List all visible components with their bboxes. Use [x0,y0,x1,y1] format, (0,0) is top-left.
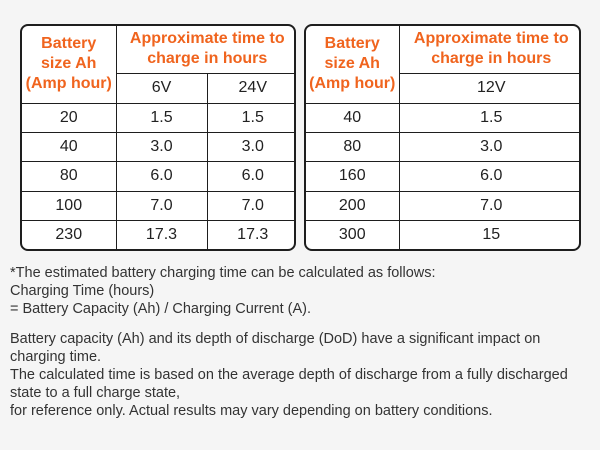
battery-size-header: Battery size Ah (Amp hour) [22,26,116,103]
time-12v-cell: 1.5 [399,103,581,132]
table-row [22,162,296,191]
time-24v-cell: 17.3 [207,220,296,249]
formula-intro: *The estimated battery charging time can be calculated as follows: [10,265,436,281]
time-6v-cell: 1.5 [116,103,207,132]
table-row [306,191,581,220]
battery-size-cell: 160 [306,162,399,191]
time-12v-cell: 3.0 [399,132,581,161]
battery-size-cell: 300 [306,220,399,249]
battery-size-cell: 200 [306,191,399,220]
battery-size-cell: 20 [22,103,116,132]
table-row [22,103,296,132]
time-6v-cell: 17.3 [116,220,207,249]
formula-lhs: Charging Time (hours) [10,283,155,299]
table-row [22,220,296,249]
battery-size-cell: 40 [306,103,399,132]
table-row [306,132,581,161]
time-6v-cell: 7.0 [116,191,207,220]
formula-rhs: = Battery Capacity (Ah) / Charging Current (A). [10,301,311,317]
time-24v-cell: 7.0 [207,191,296,220]
battery-size-cell: 80 [306,132,399,161]
charge-time-header: Approximate time to charge in hours [116,26,296,73]
battery-size-cell: 100 [22,191,116,220]
voltage-24v-header: 24V [207,73,296,103]
charging-notes [10,264,595,420]
voltage-12v-header: 12V [399,73,581,103]
table-row [306,220,581,249]
time-24v-cell: 3.0 [207,132,296,161]
battery-size-cell: 80 [22,162,116,191]
time-12v-cell: 7.0 [399,191,581,220]
time-24v-cell: 1.5 [207,103,296,132]
charging-time-table-12v [304,24,581,251]
table-row [22,191,296,220]
charging-time-table-6v-24v [20,24,296,251]
battery-size-cell: 40 [22,132,116,161]
time-6v-cell: 3.0 [116,132,207,161]
table-row [22,132,296,161]
battery-size-header: Battery size Ah (Amp hour) [306,26,399,103]
charge-time-header: Approximate time to charge in hours [399,26,581,73]
time-6v-cell: 6.0 [116,162,207,191]
table-row [306,162,581,191]
battery-size-cell: 230 [22,220,116,249]
time-12v-cell: 6.0 [399,162,581,191]
calculation-basis-note: The calculated time is based on the average depth of discharge from a fully discharged state to a full charge state, [10,367,568,401]
disclaimer-note: for reference only. Actual results may vary depending on battery conditions. [10,403,493,419]
dod-note: Battery capacity (Ah) and its depth of discharge (DoD) have a significant impact on charging time. [10,331,541,365]
time-24v-cell: 6.0 [207,162,296,191]
table-row [306,103,581,132]
time-12v-cell: 15 [399,220,581,249]
voltage-6v-header: 6V [116,73,207,103]
